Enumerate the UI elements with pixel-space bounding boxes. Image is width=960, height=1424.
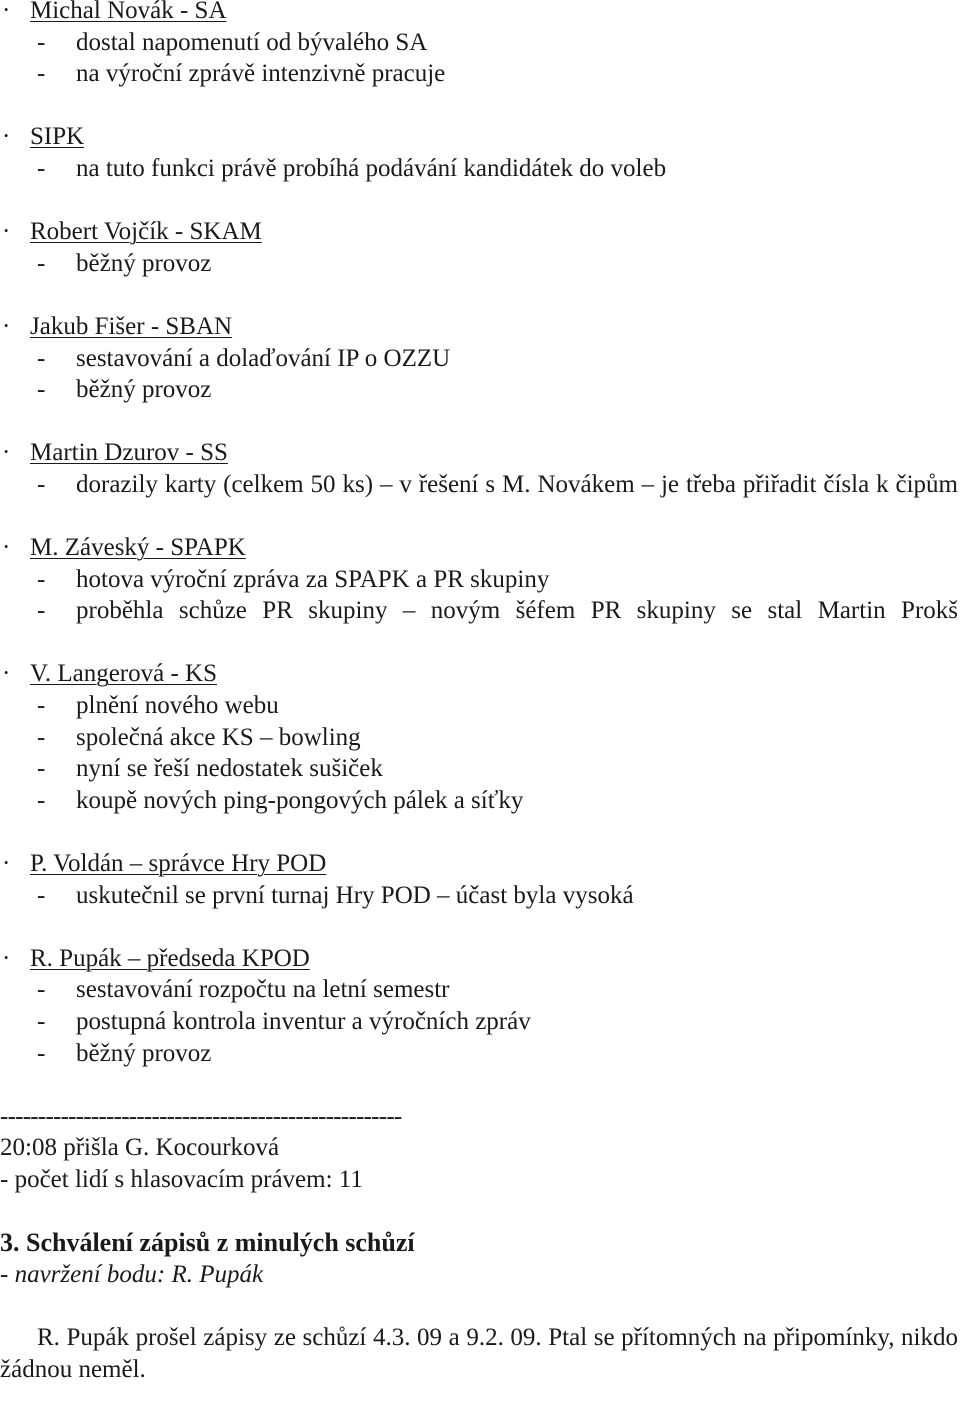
- list-item: [0, 595, 960, 627]
- dash-marker: -: [37, 692, 46, 720]
- list-item: [0, 374, 960, 406]
- section-heading: [0, 311, 960, 343]
- dash-marker: -: [37, 344, 46, 372]
- list-item-text: uskutečnil se první turnaj Hry POD – účast byla vysoká: [76, 881, 634, 909]
- bullet-icon: ·: [2, 218, 11, 246]
- list-item: [0, 974, 960, 1006]
- dash-marker: -: [37, 723, 46, 751]
- report-section: [0, 121, 960, 184]
- report-section: [0, 532, 960, 627]
- list-item: [0, 722, 960, 754]
- list-item: [0, 343, 960, 375]
- dash-marker: -: [37, 60, 46, 88]
- list-item-text: dostal napomenutí od bývalého SA: [76, 28, 428, 56]
- list-item-text: dorazily karty (celkem 50 ks) – v řešení s M. Novákem – je třeba přiřadit čísla k čipům: [76, 470, 958, 498]
- dash-marker: -: [37, 28, 46, 56]
- minutes-paragraph: R. Pupák prošel zápisy ze schůzí 4.3. 09 a 9.2. 09. Ptal se přítomných na připomínky, nikdo žádnou neměl.: [0, 1323, 958, 1383]
- bullet-icon: ·: [2, 439, 11, 467]
- list-item: [0, 753, 960, 785]
- list-item-text: běžný provoz: [76, 1039, 212, 1067]
- list-item: [0, 248, 960, 280]
- list-item: [0, 690, 960, 722]
- section-heading-text: Martin Dzurov - SS: [30, 439, 228, 467]
- dash-marker: -: [37, 755, 46, 783]
- separator-line: -----------------------------------------------------: [0, 1102, 402, 1130]
- report-section: [0, 311, 960, 406]
- bullet-icon: ·: [2, 850, 11, 878]
- section-heading-text: M. Záveský - SPAPK: [30, 534, 246, 562]
- list-item: [0, 27, 960, 59]
- list-item-text: společná akce KS – bowling: [76, 723, 361, 751]
- list-item-text: nyní se řeší nedostatek sušiček: [76, 755, 383, 783]
- section-heading-text: Jakub Fišer - SBAN: [30, 312, 233, 340]
- section-heading: [0, 121, 960, 153]
- section-heading: [0, 532, 960, 564]
- list-item: [0, 58, 960, 90]
- dash-marker: -: [37, 1039, 46, 1067]
- bullet-icon: ·: [2, 312, 11, 340]
- dash-marker: -: [37, 470, 46, 498]
- dash-marker: -: [37, 565, 46, 593]
- report-section: [0, 437, 960, 500]
- list-item-text: běžný provoz: [76, 376, 212, 404]
- list-item: [0, 1038, 960, 1070]
- list-item: [0, 1006, 960, 1038]
- dash-marker: -: [37, 249, 46, 277]
- section-heading-text: P. Voldán – správce Hry POD: [30, 850, 327, 878]
- dash-marker: -: [37, 881, 46, 909]
- section-heading-text: Michal Novák - SA: [30, 0, 227, 24]
- report-section: [0, 0, 960, 90]
- list-item-text: koupě nových ping-pongových pálek a síťky: [76, 786, 524, 814]
- bullet-icon: ·: [2, 534, 11, 562]
- list-item-text: proběhla schůze PR skupiny – novým šéfem PR skupiny se stal Martin Prokš: [76, 597, 958, 625]
- proposal-note: - navržení bodu: R. Pupák: [0, 1260, 264, 1288]
- section-heading: [0, 943, 960, 975]
- list-item-text: hotova výroční zpráva za SPAPK a PR skupiny: [76, 565, 550, 593]
- arrival-note: 20:08 přišla G. Kocourková: [0, 1134, 280, 1162]
- report-section: [0, 658, 960, 816]
- dash-marker: -: [37, 786, 46, 814]
- list-item-text: běžný provoz: [76, 249, 212, 277]
- report-section: [0, 848, 960, 911]
- list-item: [0, 880, 960, 912]
- list-item-text: na výroční zprávě intenzivně pracuje: [76, 60, 446, 88]
- list-item: [0, 785, 960, 817]
- section-heading-3: 3. Schválení zápisů z minulých schůzí: [0, 1228, 415, 1258]
- list-item-text: plnění nového webu: [76, 692, 279, 720]
- section-heading-text: SIPK: [30, 123, 85, 151]
- section-heading-text: V. Langerová - KS: [30, 660, 217, 688]
- section-heading: [0, 848, 960, 880]
- section-heading: [0, 0, 960, 27]
- bullet-icon: ·: [2, 0, 11, 24]
- vote-count: - počet lidí s hlasovacím právem: 11: [0, 1165, 363, 1193]
- list-item: [0, 153, 960, 185]
- section-heading: [0, 437, 960, 469]
- report-section: [0, 216, 960, 279]
- list-item-text: sestavování a dolaďování IP o OZZU: [76, 344, 451, 372]
- dash-marker: -: [37, 597, 46, 625]
- bullet-icon: ·: [2, 944, 11, 972]
- dash-marker: -: [37, 154, 46, 182]
- dash-marker: -: [37, 976, 46, 1004]
- report-section: [0, 943, 960, 1069]
- section-heading-text: R. Pupák – předseda KPOD: [30, 944, 310, 972]
- section-heading: [0, 216, 960, 248]
- list-item-text: postupná kontrola inventur a výročních zpráv: [76, 1008, 531, 1035]
- bullet-icon: ·: [2, 660, 11, 688]
- list-item-text: na tuto funkci právě probíhá podávání kandidátek do voleb: [76, 154, 667, 182]
- section-heading: [0, 658, 960, 690]
- dash-marker: -: [37, 376, 46, 404]
- dash-marker: -: [37, 1008, 46, 1035]
- bullet-icon: ·: [2, 123, 11, 151]
- section-heading-text: Robert Vojčík - SKAM: [30, 218, 262, 246]
- list-item: [0, 469, 960, 501]
- list-item-text: sestavování rozpočtu na letní semestr: [76, 976, 450, 1004]
- list-item: [0, 564, 960, 596]
